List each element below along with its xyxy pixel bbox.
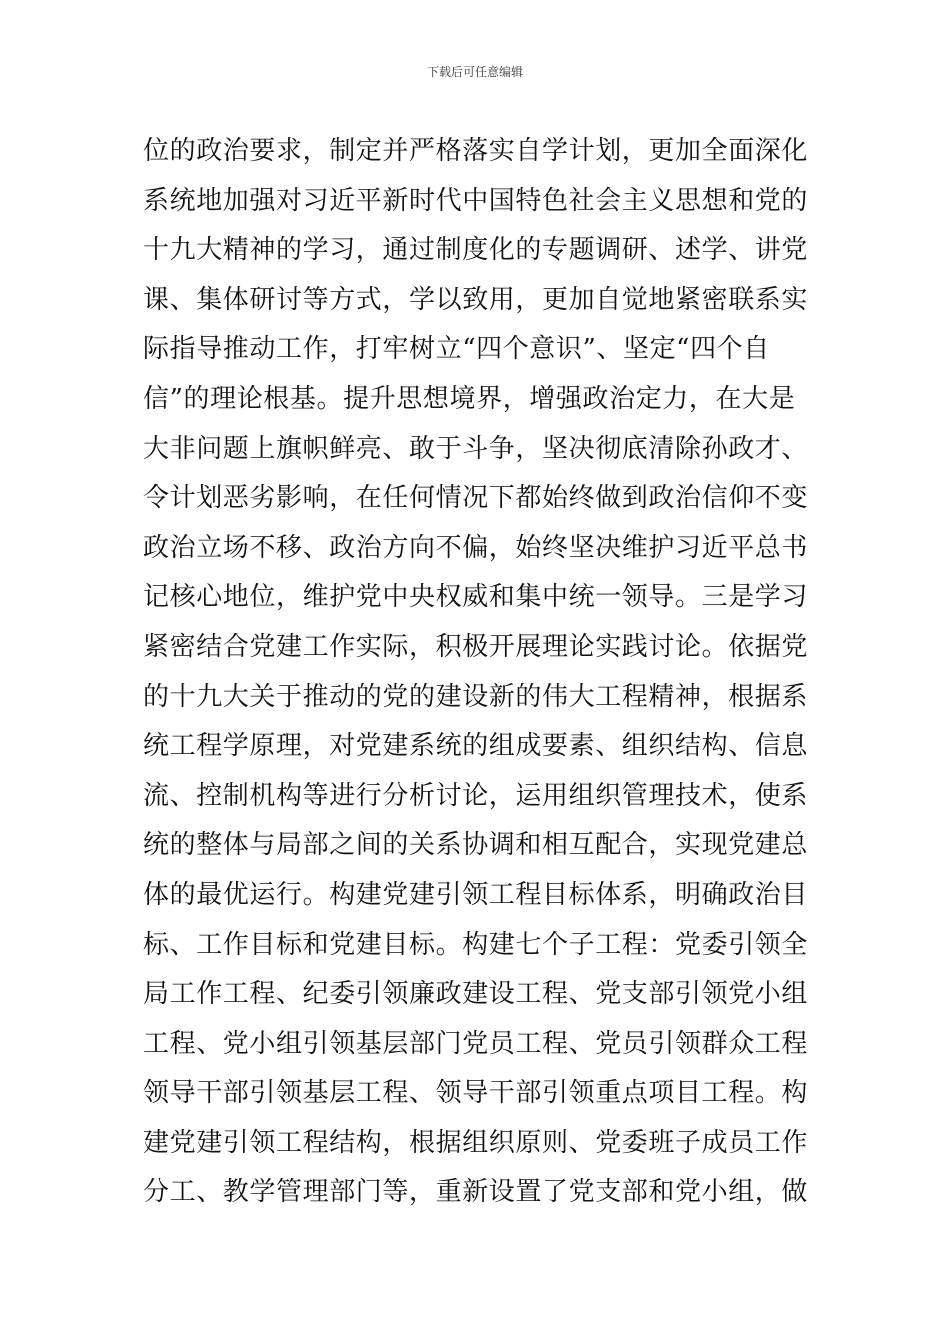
text-line: 体的最优运行。构建党建引领工程目标体系，明确政治目	[143, 879, 809, 910]
text-line: 流、控制机构等进行分析讨论，运用组织管理技术，使系	[143, 780, 809, 811]
body-text	[143, 127, 823, 1218]
text-line: 局工作工程、纪委引领廉政建设工程、党支部引领党小组	[143, 979, 809, 1010]
text-line: 际指导推动工作，打牢树立“四个意识”、坚定“四个自	[143, 334, 770, 365]
text-line: 系统地加强对习近平新时代中国特色社会主义思想和党的	[143, 185, 809, 216]
text-line: 的十九大关于推动的党的建设新的伟大工程精神，根据系	[143, 681, 809, 712]
text-line: 工程、党小组引领基层部门党员工程、党员引领群众工程	[143, 1028, 809, 1059]
text-line: 信”的理论根基。提升思想境界，增强政治定力，在大是	[143, 383, 796, 414]
text-line: 统工程学原理，对党建系统的组成要素、组织结构、信息	[143, 731, 809, 762]
text-line: 令计划恶劣影响，在任何情况下都始终做到政治信仰不变	[143, 483, 809, 514]
text-line: 位的政治要求，制定并严格落实自学计划，更加全面深化	[143, 136, 809, 166]
text-line: 紧密结合党建工作实际，积极开展理论实践讨论。依据党	[143, 631, 809, 662]
text-line: 标、工作目标和党建目标。构建七个子工程：党委引领全	[143, 929, 809, 960]
text-line: 统的整体与局部之间的关系协调和相互配合，实现党建总	[143, 830, 809, 861]
page-header: 下载后可任意编辑	[426, 65, 523, 79]
text-line: 课、集体研讨等方式，学以致用，更加自觉地紧密联系实	[143, 284, 809, 315]
text-line: 记核心地位，维护党中央权威和集中统一领导。三是学习	[143, 582, 809, 613]
text-line: 十九大精神的学习，通过制度化的专题调研、述学、讲党	[143, 235, 809, 266]
text-line: 建党建引领工程结构，根据组织原则、党委班子成员工作	[143, 1127, 809, 1158]
text-line: 大非问题上旗帜鲜亮、敢于斗争，坚决彻底清除孙政才、	[143, 433, 809, 464]
text-line: 政治立场不移、政治方向不偏，始终坚决维护习近平总书	[143, 532, 809, 563]
text-line: 分工、教学管理部门等，重新设置了党支部和党小组，做	[143, 1177, 809, 1208]
text-line: 领导干部引领基层工程、领导干部引领重点项目工程。构	[143, 1078, 809, 1109]
